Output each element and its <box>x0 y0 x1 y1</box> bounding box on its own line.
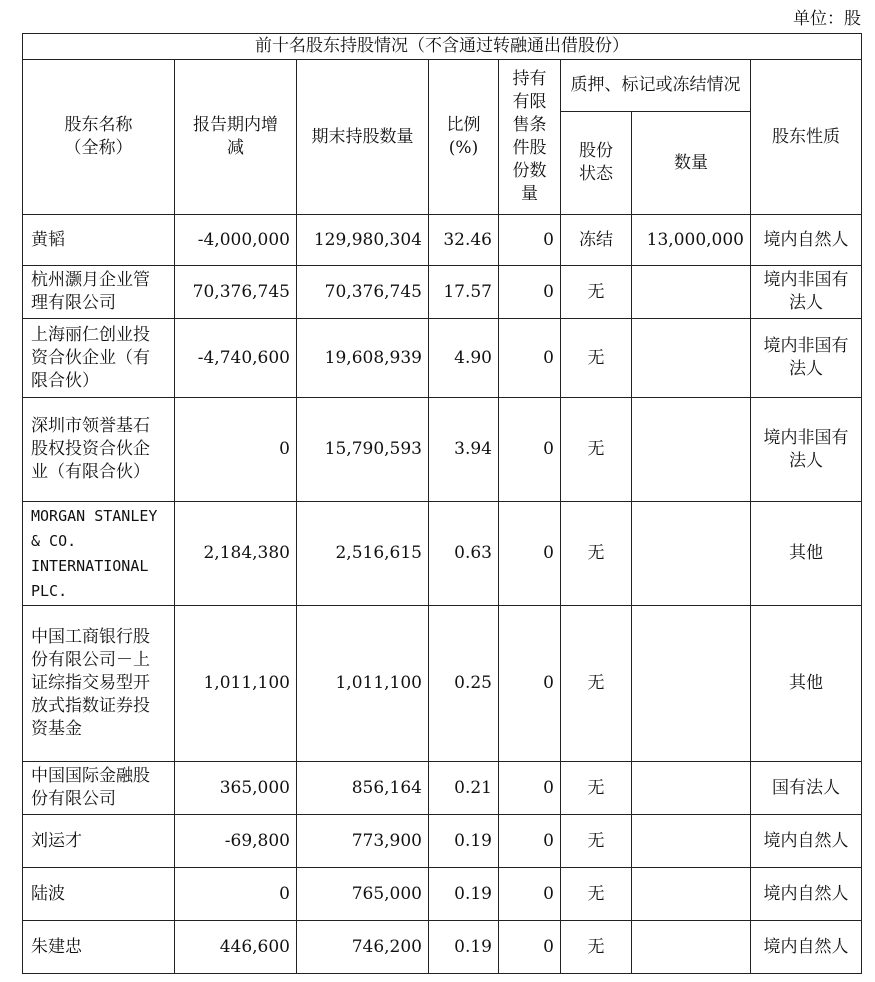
restricted-shares-cell: 0 <box>499 502 561 606</box>
ratio-cell: 0.19 <box>429 921 499 974</box>
table-row <box>23 868 862 921</box>
table-row <box>23 815 862 868</box>
end-shares-cell: 129,980,304 <box>297 215 429 266</box>
header-ratio: 比例(%) <box>429 60 499 215</box>
ratio-cell: 4.90 <box>429 319 499 398</box>
nature-cell: 境内自然人 <box>751 815 862 868</box>
end-shares-cell: 773,900 <box>297 815 429 868</box>
shareholder-name-cell: 上海丽仁创业投资合伙企业（有限合伙） <box>23 319 175 398</box>
restricted-shares-cell: 0 <box>499 266 561 319</box>
end-shares-cell: 2,516,615 <box>297 502 429 606</box>
top-ten-shareholders-table <box>22 33 862 974</box>
nature-cell: 境内非国有法人 <box>751 398 862 502</box>
header-nature: 股东性质 <box>751 60 862 215</box>
ratio-cell: 0.25 <box>429 606 499 762</box>
restricted-shares-cell: 0 <box>499 762 561 815</box>
end-shares-cell: 19,608,939 <box>297 319 429 398</box>
change-cell: 446,600 <box>175 921 297 974</box>
table-title-row <box>23 34 862 60</box>
pledge-amount-cell <box>632 815 751 868</box>
ratio-cell: 0.63 <box>429 502 499 606</box>
restricted-shares-cell: 0 <box>499 868 561 921</box>
header-pledge-amount: 数量 <box>632 112 751 215</box>
table-row <box>23 398 862 502</box>
change-cell: 0 <box>175 868 297 921</box>
pledge-status-cell: 无 <box>561 606 632 762</box>
table-row <box>23 266 862 319</box>
header-change: 报告期内增减 <box>175 60 297 215</box>
pledge-amount-cell <box>632 319 751 398</box>
change-cell: -69,800 <box>175 815 297 868</box>
table-title: 前十名股东持股情况（不含通过转融通出借股份） <box>23 34 862 60</box>
shareholder-name-cell: 朱建忠 <box>23 921 175 974</box>
header-pledge-group: 质押、标记或冻结情况 <box>561 60 751 112</box>
restricted-shares-cell: 0 <box>499 215 561 266</box>
ratio-cell: 0.21 <box>429 762 499 815</box>
unit-label: 单位：股 <box>793 9 861 29</box>
pledge-status-cell: 无 <box>561 502 632 606</box>
change-cell: 0 <box>175 398 297 502</box>
pledge-amount-cell <box>632 606 751 762</box>
restricted-shares-cell: 0 <box>499 921 561 974</box>
shareholder-name-cell: 黄韬 <box>23 215 175 266</box>
shareholder-name-cell: MORGAN STANLEY & CO. INTERNATIONAL PLC. <box>23 502 175 606</box>
end-shares-cell: 746,200 <box>297 921 429 974</box>
change-cell: -4,000,000 <box>175 215 297 266</box>
pledge-status-cell: 无 <box>561 762 632 815</box>
end-shares-cell: 856,164 <box>297 762 429 815</box>
end-shares-cell: 15,790,593 <box>297 398 429 502</box>
header-end-shares: 期末持股数量 <box>297 60 429 215</box>
change-cell: 70,376,745 <box>175 266 297 319</box>
ratio-cell: 0.19 <box>429 868 499 921</box>
nature-cell: 境内非国有法人 <box>751 319 862 398</box>
change-cell: 1,011,100 <box>175 606 297 762</box>
table-row <box>23 606 862 762</box>
header-pledge-status: 股份状态 <box>561 112 632 215</box>
ratio-cell: 17.57 <box>429 266 499 319</box>
table-row <box>23 762 862 815</box>
nature-cell: 其他 <box>751 502 862 606</box>
ratio-cell: 0.19 <box>429 815 499 868</box>
nature-cell: 其他 <box>751 606 862 762</box>
pledge-amount-cell <box>632 398 751 502</box>
restricted-shares-cell: 0 <box>499 815 561 868</box>
shareholder-name-cell: 陆波 <box>23 868 175 921</box>
restricted-shares-cell: 0 <box>499 606 561 762</box>
shareholder-name-cell: 中国国际金融股份有限公司 <box>23 762 175 815</box>
ratio-cell: 32.46 <box>429 215 499 266</box>
ratio-cell: 3.94 <box>429 398 499 502</box>
restricted-shares-cell: 0 <box>499 319 561 398</box>
header-row-1 <box>23 60 862 112</box>
table-row <box>23 502 862 606</box>
shareholder-name-cell: 深圳市领誉基石股权投资合伙企业（有限合伙） <box>23 398 175 502</box>
restricted-shares-cell: 0 <box>499 398 561 502</box>
nature-cell: 境内自然人 <box>751 215 862 266</box>
pledge-amount-cell: 13,000,000 <box>632 215 751 266</box>
pledge-status-cell: 无 <box>561 868 632 921</box>
nature-cell: 境内非国有法人 <box>751 266 862 319</box>
pledge-amount-cell <box>632 502 751 606</box>
end-shares-cell: 70,376,745 <box>297 266 429 319</box>
shareholder-name-cell: 刘运才 <box>23 815 175 868</box>
header-restricted: 持有有限售条件股份数量 <box>499 60 561 215</box>
pledge-status-cell: 无 <box>561 266 632 319</box>
table-row <box>23 319 862 398</box>
shareholder-name-cell: 中国工商银行股份有限公司－上证综指交易型开放式指数证券投资基金 <box>23 606 175 762</box>
change-cell: 365,000 <box>175 762 297 815</box>
pledge-status-cell: 无 <box>561 815 632 868</box>
pledge-status-cell: 无 <box>561 319 632 398</box>
table-row <box>23 921 862 974</box>
shareholder-name-cell: 杭州灏月企业管理有限公司 <box>23 266 175 319</box>
nature-cell: 国有法人 <box>751 762 862 815</box>
nature-cell: 境内自然人 <box>751 868 862 921</box>
pledge-amount-cell <box>632 921 751 974</box>
nature-cell: 境内自然人 <box>751 921 862 974</box>
end-shares-cell: 1,011,100 <box>297 606 429 762</box>
change-cell: -4,740,600 <box>175 319 297 398</box>
pledge-status-cell: 无 <box>561 398 632 502</box>
table-row <box>23 215 862 266</box>
pledge-status-cell: 无 <box>561 921 632 974</box>
pledge-amount-cell <box>632 266 751 319</box>
pledge-status-cell: 冻结 <box>561 215 632 266</box>
change-cell: 2,184,380 <box>175 502 297 606</box>
pledge-amount-cell <box>632 762 751 815</box>
end-shares-cell: 765,000 <box>297 868 429 921</box>
pledge-amount-cell <box>632 868 751 921</box>
header-name: 股东名称（全称） <box>23 60 175 215</box>
